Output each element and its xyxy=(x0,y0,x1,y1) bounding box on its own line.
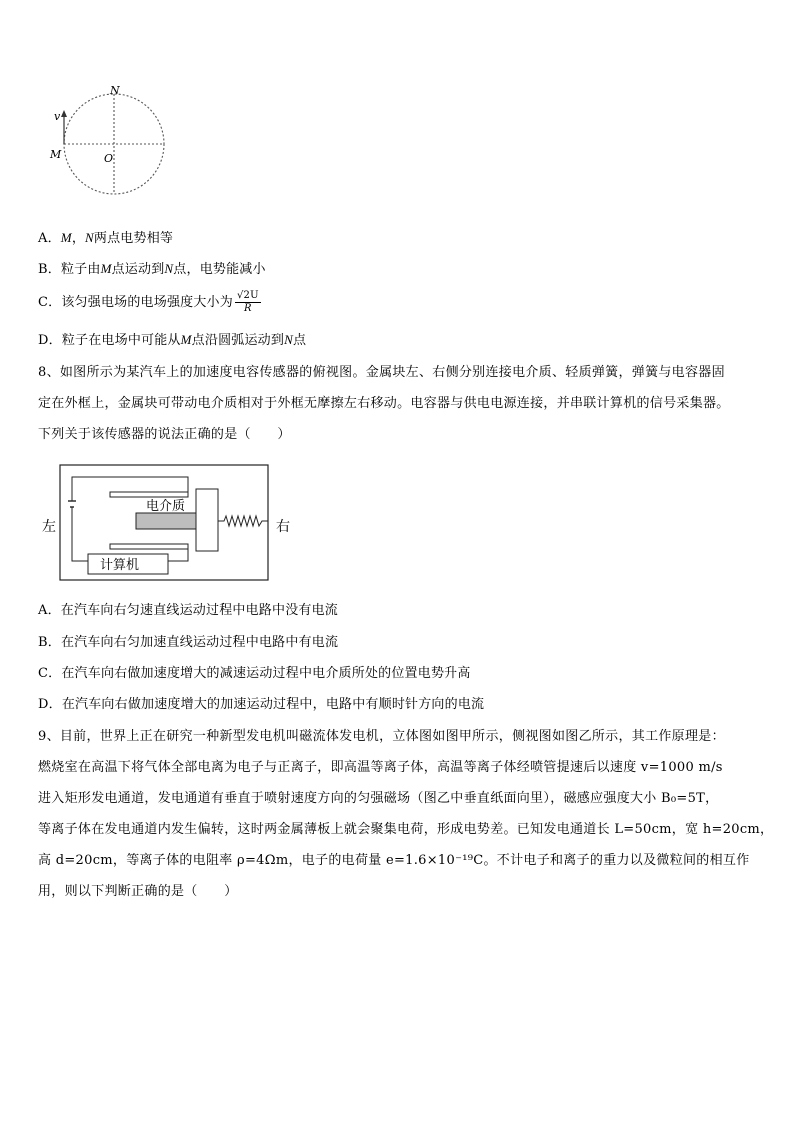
computer-label: 计算机 xyxy=(100,558,140,573)
field-strength-fraction: $\frac{√2U}{R}$ xyxy=(236,290,259,314)
label-m: M xyxy=(50,148,62,161)
label-o: O xyxy=(104,152,114,165)
q8-line-3: 下列关于该传感器的说法正确的是（ ） xyxy=(38,427,291,442)
q8-line-2: 定在外框上，金属块可带动电介质相对于外框无摩擦左右移动。电容器与供电电源连接，并串联计算机的信号采集器。 xyxy=(38,396,730,411)
q8-option-c: C．在汽车向右做加速度增大的减速运动过程中电介质所处的位置电势升高 xyxy=(38,666,471,681)
q7-option-d: D．粒子在电场中可能从M点沿圆弧运动到N点 xyxy=(38,332,307,348)
circle-field-figure xyxy=(48,84,178,204)
capacitor-sensor-figure xyxy=(38,463,298,585)
q7-option-b: B．粒子由M点运动到N点，电势能减小 xyxy=(38,261,266,277)
dielectric-label: 电介质 xyxy=(146,499,186,514)
q9-line-6: 用，则以下判断正确的是（ ） xyxy=(38,884,238,899)
label-v: v xyxy=(54,110,61,123)
q8-option-b: B．在汽车向右匀加速直线运动过程中电路中有电流 xyxy=(38,635,339,650)
q7-option-c: C．该匀强电场的电场强度大小为 $\frac{√2U}{R}$ xyxy=(38,290,259,314)
right-label: 右 xyxy=(276,519,290,535)
q7-option-a: A．M，N两点电势相等 xyxy=(38,230,174,246)
q9-line-5: 高 d=20cm，等离子体的电阻率 ρ=4Ωm，电子的电荷量 e=1.6×10⁻¹⁹C。不计电子和离子的重力以及微粒间的相互作 xyxy=(38,853,750,868)
label-n: N xyxy=(110,84,120,97)
q9-line-4: 等离子体在发电通道内发生偏转，这时两金属薄板上就会聚集电荷，形成电势差。已知发电通道长 L=50cm，宽 h=20cm， xyxy=(38,822,774,837)
q8-option-d: D．在汽车向右做加速度增大的加速运动过程中，电路中有顺时针方向的电流 xyxy=(38,697,485,712)
q8-line-1: 8、如图所示为某汽车上的加速度电容传感器的俯视图。金属块左、右侧分别连接电介质、轻质弹簧，弹簧与电容器固 xyxy=(38,365,725,380)
q9-line-3: 进入矩形发电通道，发电通道有垂直于喷射速度方向的匀强磁场（图乙中垂直纸面向里），磁感应强度大小 B₀=5T， xyxy=(38,791,719,806)
q8-option-a: A．在汽车向右匀速直线运动过程中电路中没有电流 xyxy=(38,603,338,618)
q9-line-1: 9、目前，世界上正在研究一种新型发电机叫磁流体发电机，立体图如图甲所示，侧视图如图乙所示，其工作原理是： xyxy=(38,729,725,744)
q9-line-2: 燃烧室在高温下将气体全部电离为电子与正离子，即高温等离子体，高温等离子体经喷管提速后以速度 v=1000 m/s xyxy=(38,760,723,775)
left-label: 左 xyxy=(42,519,56,535)
